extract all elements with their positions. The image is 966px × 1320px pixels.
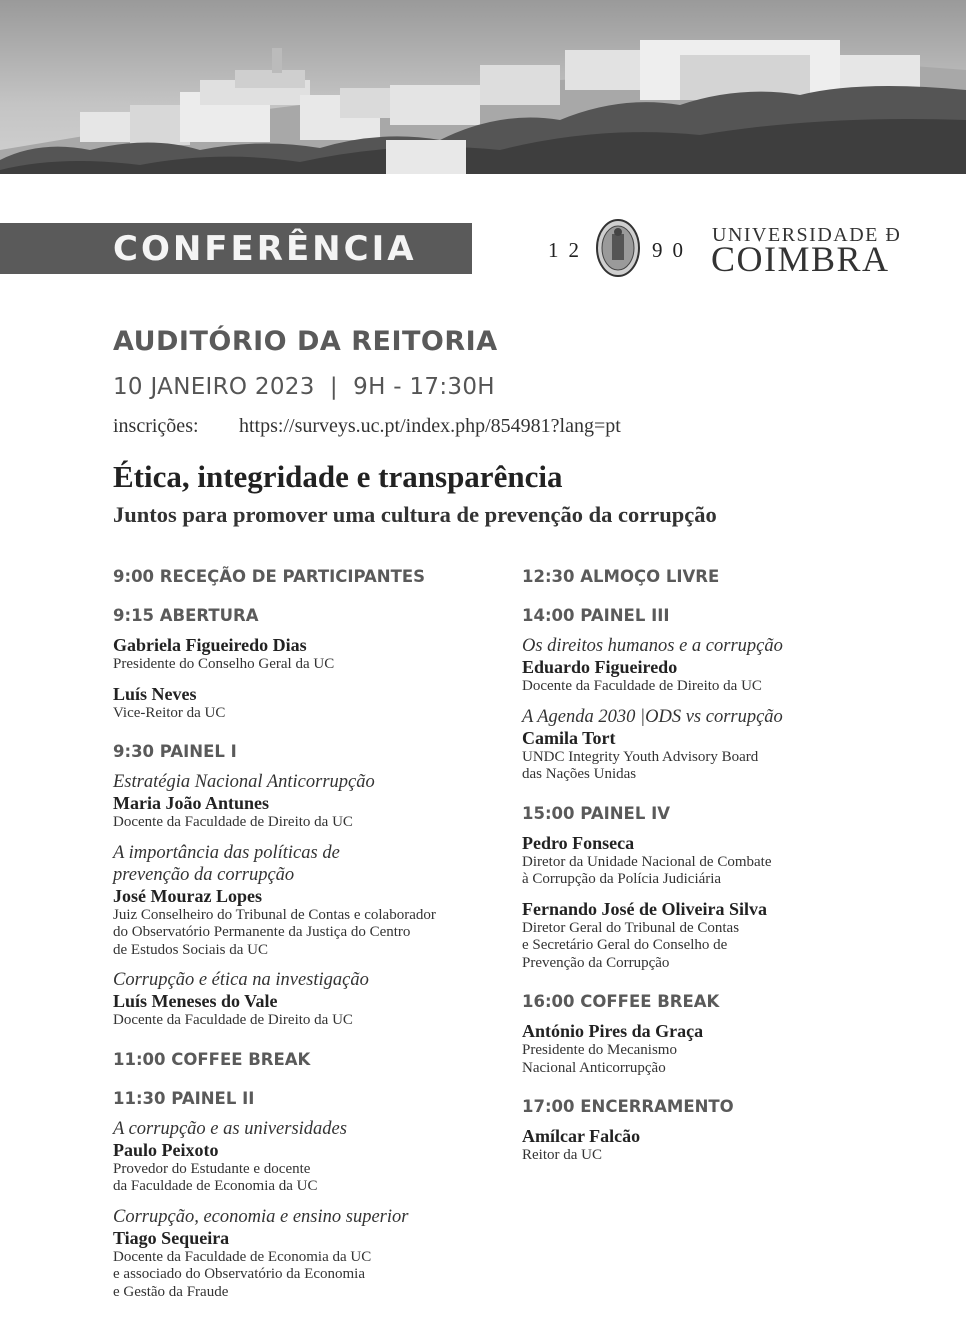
program-right-column bbox=[522, 566, 862, 1184]
venue: AUDITÓRIO DA REITORIA bbox=[113, 326, 498, 357]
speaker-name: Pedro Fonseca bbox=[522, 833, 862, 854]
speaker-role: Presidente do Mecanismo Nacional Anticorrupção bbox=[522, 1042, 862, 1077]
slot-heading: 12:30 ALMOÇO LIVRE bbox=[522, 566, 862, 588]
slot-spacer bbox=[113, 596, 493, 605]
slot-heading: 11:30 PAINEL II bbox=[113, 1088, 493, 1110]
speaker-name: Fernando José de Oliveira Silva bbox=[522, 899, 862, 920]
talk-item bbox=[113, 635, 493, 674]
program-slot bbox=[113, 566, 493, 605]
talk-item bbox=[522, 1021, 862, 1077]
program-slot bbox=[113, 1049, 493, 1088]
slot-spacer bbox=[522, 794, 862, 803]
speaker-role: Vice-Reitor da UC bbox=[113, 705, 493, 723]
speaker-name: Luís Meneses do Vale bbox=[113, 991, 493, 1012]
talk-item bbox=[113, 1118, 493, 1196]
talk-item bbox=[113, 771, 493, 832]
speaker-name: Amílcar Falcão bbox=[522, 1126, 862, 1147]
slot-heading: 9:15 ABERTURA bbox=[113, 605, 493, 627]
program-slot bbox=[113, 741, 493, 1049]
banner-label: CONFERÊNCIA bbox=[113, 231, 417, 267]
university-name-line2: COIMBRA bbox=[711, 238, 890, 280]
speaker-name: José Mouraz Lopes bbox=[113, 886, 493, 907]
program-slot bbox=[522, 1096, 862, 1184]
talk-item bbox=[522, 635, 862, 696]
speaker-role: Presidente do Conselho Geral da UC bbox=[113, 656, 493, 674]
speaker-role: Diretor Geral do Tribunal de Contas e Secretário Geral do Conselho de Prevenção da Corrupção bbox=[522, 920, 862, 973]
speaker-name: António Pires da Graça bbox=[522, 1021, 862, 1042]
registration-link[interactable]: https://surveys.uc.pt/index.php/854981?lang=pt bbox=[239, 415, 621, 437]
program-slot bbox=[522, 803, 862, 992]
slot-heading: 17:00 ENCERRAMENTO bbox=[522, 1096, 862, 1118]
speaker-name: Luís Neves bbox=[113, 684, 493, 705]
talk-title: Corrupção, economia e ensino superior bbox=[113, 1206, 493, 1228]
talk-title: Os direitos humanos e a corrupção bbox=[522, 635, 862, 657]
talk-item bbox=[522, 833, 862, 889]
event-datetime: 10 JANEIRO 2023 | 9H - 17:30H bbox=[113, 374, 495, 400]
hero-cityscape-photo bbox=[0, 0, 966, 174]
speaker-role: Docente da Faculdade de Direito da UC bbox=[113, 814, 493, 832]
slot-heading: 11:00 COFFEE BREAK bbox=[113, 1049, 493, 1071]
speaker-role: Diretor da Unidade Nacional de Combate à Corrupção da Polícia Judiciária bbox=[522, 854, 862, 889]
university-name-line1: UNIVERSIDADE Ð bbox=[712, 224, 901, 247]
speaker-role: Provedor do Estudante e docente da Faculdade de Economia da UC bbox=[113, 1161, 493, 1196]
speaker-role: Reitor da UC bbox=[522, 1147, 862, 1165]
speaker-name: Tiago Sequeira bbox=[113, 1228, 493, 1249]
program-left-column bbox=[113, 566, 493, 1320]
slot-heading: 9:00 RECEÇÃO DE PARTICIPANTES bbox=[113, 566, 493, 588]
program-slot bbox=[113, 605, 493, 741]
founding-year-right: 90 bbox=[652, 238, 693, 263]
talk-title: A Agenda 2030 |ODS vs corrupção bbox=[522, 706, 862, 728]
conference-subtitle: Juntos para promover uma cultura de prevenção da corrupção bbox=[113, 502, 717, 528]
talk-item bbox=[522, 1126, 862, 1165]
slot-spacer bbox=[113, 1311, 493, 1320]
slot-spacer bbox=[113, 1079, 493, 1088]
slot-spacer bbox=[522, 596, 862, 605]
talk-item bbox=[113, 684, 493, 723]
speaker-name: Eduardo Figueiredo bbox=[522, 657, 862, 678]
slot-heading: 14:00 PAINEL III bbox=[522, 605, 862, 627]
speaker-name: Gabriela Figueiredo Dias bbox=[113, 635, 493, 656]
program-slot bbox=[522, 566, 862, 605]
slot-spacer bbox=[522, 1175, 862, 1184]
university-seal-icon bbox=[595, 218, 641, 278]
speaker-name: Maria João Antunes bbox=[113, 793, 493, 814]
speaker-role: Juiz Conselheiro do Tribunal de Contas e colaborador do Observatório Permanente da Justiça do Centro de Estudos Sociais da UC bbox=[113, 907, 493, 960]
speaker-role: Docente da Faculdade de Direito da UC bbox=[522, 678, 862, 696]
slot-spacer bbox=[522, 982, 862, 991]
talk-item bbox=[522, 706, 862, 784]
talk-title: A importância das políticas de prevenção da corrupção bbox=[113, 842, 493, 886]
conference-banner bbox=[0, 223, 472, 274]
slot-spacer bbox=[113, 732, 493, 741]
talk-item bbox=[113, 842, 493, 960]
talk-title: A corrupção e as universidades bbox=[113, 1118, 493, 1140]
speaker-name: Paulo Peixoto bbox=[113, 1140, 493, 1161]
founding-year-left: 12 bbox=[548, 238, 589, 263]
slot-spacer bbox=[113, 1040, 493, 1049]
speaker-role: Docente da Faculdade de Direito da UC bbox=[113, 1012, 493, 1030]
talk-item bbox=[113, 1206, 493, 1302]
speaker-name: Camila Tort bbox=[522, 728, 862, 749]
talk-title: Corrupção e ética na investigação bbox=[113, 969, 493, 991]
program-slot bbox=[113, 1088, 493, 1320]
conference-title: Ética, integridade e transparência bbox=[113, 459, 562, 495]
slot-heading: 15:00 PAINEL IV bbox=[522, 803, 862, 825]
talk-title: Estratégia Nacional Anticorrupção bbox=[113, 771, 493, 793]
talk-item bbox=[522, 899, 862, 973]
talk-item bbox=[113, 969, 493, 1030]
program-slot bbox=[522, 991, 862, 1096]
speaker-role: UNDC Integrity Youth Advisory Board das Nações Unidas bbox=[522, 749, 862, 784]
slot-heading: 9:30 PAINEL I bbox=[113, 741, 493, 763]
registration-line bbox=[113, 415, 621, 438]
program-slot bbox=[522, 605, 862, 803]
slot-heading: 16:00 COFFEE BREAK bbox=[522, 991, 862, 1013]
registration-label: inscrições: bbox=[113, 415, 239, 438]
slot-spacer bbox=[522, 1087, 862, 1096]
speaker-role: Docente da Faculdade de Economia da UC e associado do Observatório da Economia e Gestão da Fraude bbox=[113, 1249, 493, 1302]
